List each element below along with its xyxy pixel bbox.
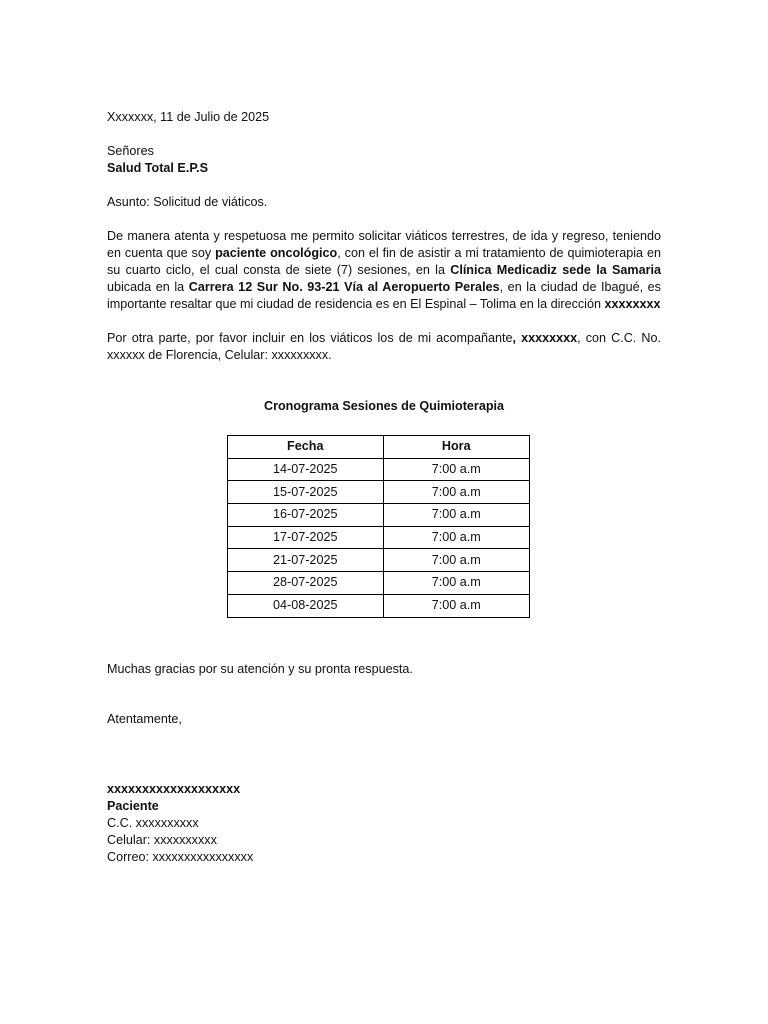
salutation: Señores (107, 144, 154, 158)
table-row (228, 549, 530, 572)
table-row (228, 526, 530, 549)
table-header-row (228, 436, 530, 459)
paragraph-text: , en la ciudad de Ibagué, es importante resaltar que mi ciudad de residencia es en El Espinal – Tolima en la dirección (107, 280, 661, 311)
cell-date: 17-07-2025 (228, 526, 384, 549)
subject-line: Asunto: Solicitud de viáticos. (107, 195, 268, 209)
signature-name-text: xxxxxxxxxxxxxxxxxxx (107, 781, 241, 796)
paragraph-text: , con el fin de asistir a mi tratamiento de quimioterapia en su cuarto ciclo, el cual consta de siete (7) sesiones, en la (107, 246, 661, 277)
table-row (228, 594, 530, 617)
paragraph-bold: , xxxxxxxx (512, 331, 578, 345)
cell-time: 7:00 a.m (383, 549, 530, 572)
cell-time: 7:00 a.m (383, 594, 530, 617)
cell-date: 28-07-2025 (228, 572, 384, 595)
signature-block (107, 781, 661, 866)
paragraph-text: ubicada en la (107, 280, 189, 294)
column-header-fecha: Fecha (228, 436, 384, 459)
paragraph-request (107, 228, 661, 313)
thanks-line: Muchas gracias por su atención y su pronta respuesta. (107, 661, 413, 676)
paragraph-bold: paciente oncológico (215, 246, 338, 260)
signature-phone: Celular: xxxxxxxxxx (107, 832, 217, 847)
cell-date: 15-07-2025 (228, 481, 384, 504)
cell-time: 7:00 a.m (383, 526, 530, 549)
signature-cc: C.C. xxxxxxxxxx (107, 815, 199, 830)
cell-date: 16-07-2025 (228, 504, 384, 527)
cell-time: 7:00 a.m (383, 504, 530, 527)
column-header-hora: Hora (383, 436, 530, 459)
table-row (228, 458, 530, 481)
paragraph-text: De manera atenta y respetuosa me permito solicitar viáticos terrestres, de ida y regreso, teniendo en cuenta que soy (107, 229, 661, 260)
paragraph-bold: xxxxxxxx (604, 297, 661, 311)
paragraph-bold: Clínica Medicadiz sede la Samaria (450, 263, 661, 277)
letter-document (107, 109, 661, 866)
cell-time: 7:00 a.m (383, 572, 530, 595)
recipient (107, 160, 661, 177)
paragraph-bold: Carrera 12 Sur No. 93-21 Vía al Aeropuerto Perales (188, 280, 500, 294)
signature-name (107, 781, 661, 798)
signature-role (107, 798, 661, 815)
cell-time: 7:00 a.m (383, 481, 530, 504)
cell-date: 14-07-2025 (228, 458, 384, 481)
recipient-name: Salud Total E.P.S (107, 161, 209, 175)
schedule-title: Cronograma Sesiones de Quimioterapia (263, 399, 505, 413)
table-row (228, 504, 530, 527)
cell-date: 21-07-2025 (228, 549, 384, 572)
cell-date: 04-08-2025 (228, 594, 384, 617)
closing-line: Atentamente, (107, 711, 182, 726)
cell-time: 7:00 a.m (383, 458, 530, 481)
paragraph-text: Por otra parte, por favor incluir en los viáticos los de mi acompañante (107, 331, 513, 345)
paragraph-companion (107, 330, 661, 364)
table-row (228, 481, 530, 504)
signature-role-text: Paciente (107, 798, 159, 813)
table-row (228, 572, 530, 595)
paragraph-text: , con C.C. No. xxxxxx de Florencia, Celular: xxxxxxxxx. (107, 331, 661, 362)
schedule-table (227, 435, 530, 618)
signature-email: Correo: xxxxxxxxxxxxxxxx (107, 849, 254, 864)
date-line: Xxxxxxx, 11 de Julio de 2025 (107, 110, 270, 124)
